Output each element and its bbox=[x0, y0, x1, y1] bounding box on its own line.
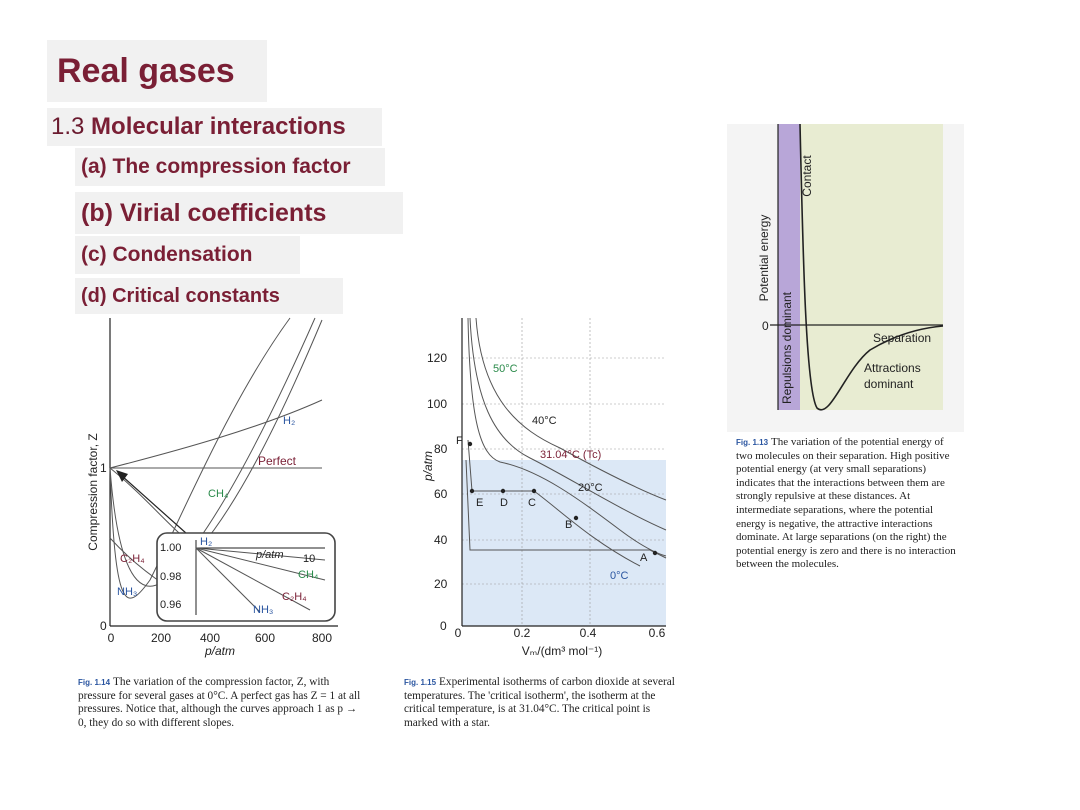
fig15-label-e: E bbox=[476, 497, 484, 509]
fig13-contact-label: Contact bbox=[800, 155, 814, 197]
fig15-label-0c: 0°C bbox=[610, 570, 629, 582]
subsection-b: (b) Virial coefficients bbox=[75, 192, 403, 234]
subsection-c: (c) Condensation bbox=[75, 236, 300, 274]
fig15-two-phase-region bbox=[462, 460, 666, 626]
fig15-ylabel: p/atm bbox=[421, 450, 435, 482]
subsection-d: (d) Critical constants bbox=[75, 278, 343, 314]
fig15-label-f: F bbox=[456, 435, 463, 447]
fig15-label-40c: 40°C bbox=[532, 415, 557, 427]
fig13-caption-text: The variation of the potential energy of two molecules on their separation. High positive potential energy (at very small separations) indicates that the interactions between them are strongly repulsive at these distances. At intermediate separations, where the potential energy is negative, the attractive interactions dominate. At large separations (on the right) the potential energy is zero and there is no interaction between the molecules. bbox=[736, 436, 956, 571]
fig13-separation-label: Separation bbox=[873, 331, 932, 345]
fig14-xlabel: p/atm bbox=[204, 644, 236, 658]
section-title: Molecular interactions bbox=[91, 113, 346, 140]
fig14-label-perfect: Perfect bbox=[258, 454, 297, 468]
fig14-x-tick-0: 0 bbox=[107, 631, 115, 645]
subsection-a: (a) The compression factor bbox=[75, 148, 385, 186]
fig14-inset bbox=[157, 533, 335, 621]
fig15-point-e bbox=[470, 489, 474, 493]
fig15-x-tick-0.6: 0.6 bbox=[648, 626, 666, 640]
fig15-label-a: A bbox=[640, 552, 648, 564]
fig15-xlabel: Vₘ/(dm³ mol⁻¹) bbox=[521, 644, 603, 658]
fig15-point-f bbox=[468, 442, 472, 446]
fig14-label-h2: H₂ bbox=[283, 415, 296, 427]
fig14-x-tick-400: 400 bbox=[199, 631, 221, 645]
fig13-dominant-label: dominant bbox=[864, 377, 914, 391]
fig15-point-a bbox=[653, 551, 657, 555]
fig14-inset-label-ch4: CH₄ bbox=[298, 569, 319, 581]
fig15-point-c bbox=[532, 489, 536, 493]
fig13-caption-label: Fig. 1.13 bbox=[736, 438, 769, 447]
fig15-y-tick-40: 40 bbox=[434, 533, 448, 547]
fig13-attractions-label: Attractions bbox=[864, 361, 921, 375]
fig14-inset-x-tick: 10 bbox=[303, 553, 316, 565]
fig15-label-20c: 20°C bbox=[578, 482, 603, 494]
fig15-y-tick-100: 100 bbox=[427, 397, 448, 411]
slide-title: Real gases bbox=[47, 40, 267, 102]
fig15-label-31c: 31.04°C (Tc) bbox=[540, 449, 602, 461]
fig15-caption-label: Fig. 1.15 bbox=[404, 678, 437, 687]
fig14-inset-label-nh3: NH₃ bbox=[253, 604, 274, 616]
fig15-point-b bbox=[574, 516, 578, 520]
fig14-label-c2h4: C₂H₄ bbox=[120, 553, 145, 565]
fig15-x-tick-0.2: 0.2 bbox=[513, 626, 531, 640]
fig15-label-b: B bbox=[565, 519, 573, 531]
fig15-y-tick-0: 0 bbox=[440, 619, 447, 633]
fig15-caption bbox=[404, 676, 684, 730]
fig14-inset-y-1.00: 1.00 bbox=[160, 542, 182, 554]
fig13-zero-label: 0 bbox=[762, 319, 769, 333]
fig14-inset-xlabel: p/atm bbox=[256, 549, 284, 561]
fig14-inset-y-0.98: 0.98 bbox=[160, 571, 182, 583]
fig13-ylabel: Potential energy bbox=[757, 214, 771, 302]
fig15-label-c: C bbox=[528, 497, 536, 509]
fig15-y-tick-120: 120 bbox=[427, 351, 448, 365]
fig13-potential-energy-diagram bbox=[727, 124, 964, 432]
fig14-inset-label-c2h4: C₂H₄ bbox=[282, 591, 307, 603]
fig14-x-tick-200: 200 bbox=[150, 631, 172, 645]
fig15-caption-text: Experimental isotherms of carbon dioxide at several temperatures. The 'critical isotherm', the isotherm at the critical temperature, is at 31.04°C. The critical point is marked with a star. bbox=[404, 676, 675, 729]
fig14-y-tick-1: 1 bbox=[100, 461, 107, 475]
fig15-y-tick-80: 80 bbox=[434, 442, 448, 456]
fig14-caption bbox=[78, 676, 368, 730]
fig14-inset-y-0.96: 0.96 bbox=[160, 599, 182, 611]
fig14-label-nh3: NH₃ bbox=[117, 586, 138, 598]
fig15-x-tick-0: 0 bbox=[454, 626, 462, 640]
fig14-ylabel: Compression factor, Z bbox=[86, 433, 100, 551]
fig14-x-tick-800: 800 bbox=[311, 631, 333, 645]
fig14-caption-text: The variation of the compression factor, Z, with pressure for several gases at 0°C. A perfect gas has Z = 1 at all pressures. Notice that, although the curves approach 1 as p → 0, they do so with different slopes. bbox=[78, 676, 361, 729]
fig13-caption bbox=[736, 436, 962, 572]
fig15-y-tick-20: 20 bbox=[434, 577, 448, 591]
fig14-caption-label: Fig. 1.14 bbox=[78, 678, 111, 687]
fig14-inset-label-h2: H₂ bbox=[200, 536, 213, 548]
fig15-point-d bbox=[501, 489, 505, 493]
fig15-label-d: D bbox=[500, 497, 508, 509]
fig14-y-tick-0: 0 bbox=[100, 619, 107, 633]
fig14-x-tick-600: 600 bbox=[254, 631, 276, 645]
fig15-y-tick-60: 60 bbox=[434, 487, 448, 501]
fig13-repulsions-label: Repulsions dominant bbox=[780, 291, 794, 405]
section-number: 1.3 bbox=[51, 113, 85, 140]
fig15-label-50c: 50°C bbox=[493, 363, 518, 375]
fig14-label-ch4: CH₄ bbox=[208, 488, 229, 500]
fig15-x-tick-0.4: 0.4 bbox=[579, 626, 597, 640]
